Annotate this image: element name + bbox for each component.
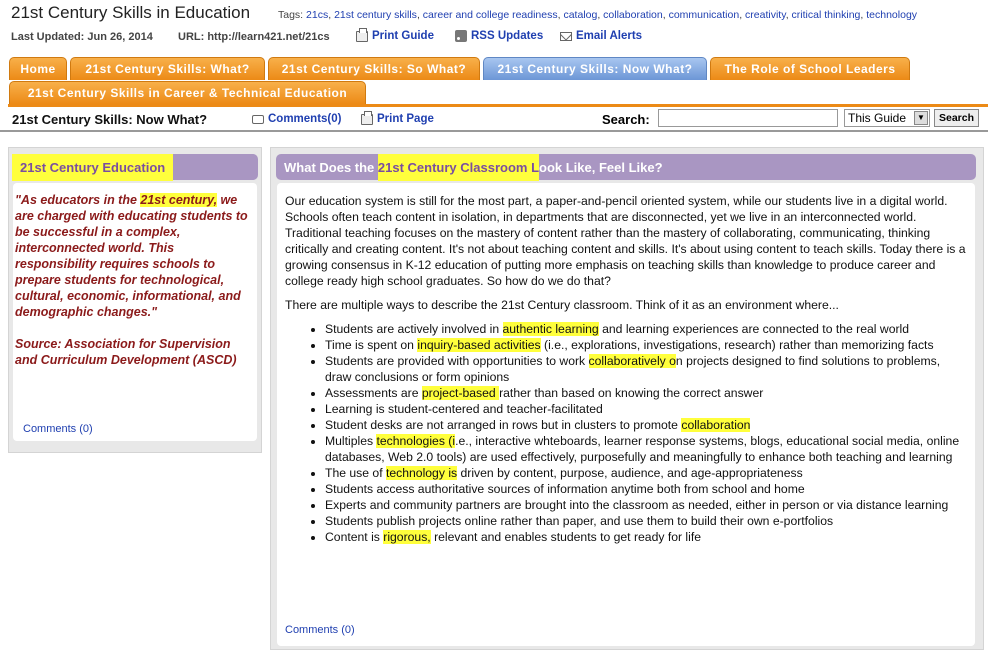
tag-link[interactable]: technology — [866, 9, 918, 21]
list-item: • Time is spent on inquiry-based activities (i.e., explorations, investigations, research) rather than memorizing facts — [325, 337, 969, 353]
printer-icon — [361, 114, 373, 125]
tab-home[interactable]: Home — [9, 57, 67, 80]
classroom-list — [285, 321, 969, 545]
left-box-title: 21st Century Education — [12, 154, 258, 180]
printer-icon — [356, 31, 368, 42]
page-toolbar — [0, 108, 988, 132]
main-box-title: What Does the 21st Century Classroom Look Like, Feel Like? — [276, 154, 976, 180]
main-comments-link[interactable]: Comments (0) — [285, 624, 355, 636]
list-item: • The use of technology is driven by content, purpose, audience, and age-appropriateness — [325, 465, 969, 481]
guide-header — [0, 0, 988, 56]
tag-link[interactable]: 21st century skills — [334, 9, 417, 21]
search-scope-select[interactable]: This Guide ▼ — [844, 109, 930, 127]
list-item: • Multiples technologies (i.e., interactive whteboards, learner response systems, blogs, educational social media, online databases, Web 2.0 tools) are used effectively, purposefully and meaningfully to enhance both teaching and learning — [325, 433, 969, 465]
list-item: • Students are actively involved in authentic learning and learning experiences are connected to the real world — [325, 321, 969, 337]
tags-label: Tags: — [278, 9, 304, 21]
article-content — [285, 193, 969, 545]
tab-skills-now-what[interactable]: 21st Century Skills: Now What? — [483, 57, 707, 80]
tab-career-technical[interactable]: 21st Century Skills in Career & Technical Education — [9, 81, 366, 104]
print-page-link[interactable]: Print Page — [361, 113, 434, 125]
intro-paragraph: Our education system is still for the most part, a paper-and-pencil oriented system, while our students live in a digital world. Schools often teach content in isolation, in departments that are disconnected, yet we live in an interconnected world. Traditional teaching focuses on the mastery of content rather than the mastery of collaborating, communicating, thinking critically and creating content. It's not about teaching content and skills. It's about using content to teach skills. Today there is a growing consensus in K-12 education of putting more emphasis on teaching skills than knowledge to produce career and college ready high school graduates. So how do we do that? — [285, 194, 966, 288]
tag-link[interactable]: 21cs — [306, 9, 329, 21]
search-button[interactable]: Search — [934, 109, 979, 127]
tag-link[interactable]: catalog — [563, 9, 598, 21]
guide-title: 21st Century Skills in Education — [11, 3, 251, 22]
comment-icon — [252, 115, 264, 124]
last-updated: Last Updated: Jun 26, 2014 — [11, 31, 153, 43]
envelope-icon — [560, 32, 572, 41]
ascd-quote: "As educators in the 21st century, we are charged with educating students to be successful in a complex, interconnected world. This responsibility requires schools to prepare students for technological, cultural, economic, informational, and demographic changes." Source: Association for Supervision and Curriculum Development (ASCD) — [15, 193, 248, 367]
page-title: 21st Century Skills: Now What? — [12, 112, 208, 127]
search-label: Search: — [602, 112, 650, 127]
tag-link[interactable]: communication — [668, 9, 740, 21]
list-item: • Content is rigorous, relevant and enables students to get ready for life — [325, 529, 969, 545]
list-item: • Students are provided with opportunities to work collaboratively on projects designed to find solutions to problems, draw conclusions or form opinions — [325, 353, 969, 385]
rss-updates-link[interactable]: RSS Updates — [455, 30, 543, 42]
chevron-down-icon: ▼ — [914, 111, 928, 125]
tab-underline — [8, 104, 988, 107]
search-input[interactable] — [658, 109, 838, 127]
tag-link[interactable]: career and college readiness — [422, 9, 558, 21]
list-item: • Assessments are project-based rather than based on knowing the correct answer — [325, 385, 969, 401]
tab-skills-what[interactable]: 21st Century Skills: What? — [70, 57, 265, 80]
guide-url: URL: http://learn421.net/21cs — [178, 31, 330, 43]
tags-list: Tags: 21cs, 21st century skills, career and college readiness, catalog, collaboration, communication, creativity, critical thinking, technology — [278, 9, 918, 21]
comments-link[interactable]: Comments(0) — [252, 113, 341, 125]
list-item: • Learning is student-centered and teacher-facilitated — [325, 401, 969, 417]
email-alerts-link[interactable]: Email Alerts — [560, 30, 642, 42]
tag-link[interactable]: critical thinking — [791, 9, 861, 21]
tag-link[interactable]: collaboration — [603, 9, 663, 21]
tab-skills-so-what[interactable]: 21st Century Skills: So What? — [268, 57, 480, 80]
list-item: • Students publish projects online rather than paper, and use them to build their own e-portfolios — [325, 513, 969, 529]
tab-school-leaders[interactable]: The Role of School Leaders — [710, 57, 910, 80]
list-item: • Experts and community partners are brought into the classroom as needed, either in person or via distance learning — [325, 497, 969, 513]
print-guide-link[interactable]: Print Guide — [356, 30, 434, 42]
quote-source: Source: Association for Supervision and Curriculum Development (ASCD) — [15, 337, 237, 367]
list-item: • Student desks are not arranged in rows but in clusters to promote collaboration — [325, 417, 969, 433]
left-comments-link[interactable]: Comments (0) — [23, 423, 93, 435]
rss-icon — [455, 30, 467, 42]
tag-link[interactable]: creativity — [745, 9, 786, 21]
list-item: • Students access authoritative sources of information anytime both from school and home — [325, 481, 969, 497]
classroom-paragraph: There are multiple ways to describe the 21st Century classroom. Think of it as an environment where... — [285, 298, 839, 312]
